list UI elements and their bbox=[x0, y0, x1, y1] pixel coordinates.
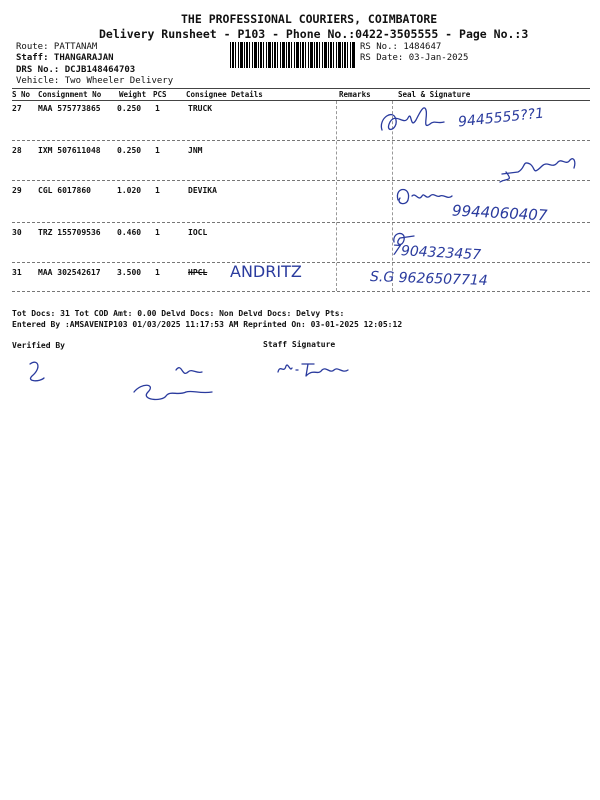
header-rule-top bbox=[12, 88, 590, 89]
cell-consignment: MAA 302542617 bbox=[38, 268, 101, 277]
cell-consignee: DEVIKA bbox=[188, 186, 217, 195]
verified-signature bbox=[16, 352, 236, 412]
cell-weight: 0.250 bbox=[117, 146, 142, 155]
table-row bbox=[0, 104, 336, 116]
col-consignee: Consignee Details bbox=[186, 90, 263, 99]
cell-sno: 27 bbox=[12, 104, 22, 113]
cell-pcs: 1 bbox=[155, 268, 160, 277]
header-rule-bottom bbox=[12, 100, 590, 101]
totals-line: Tot Docs: 31 Tot COD Amt: 0.00 Delvd Docs: Non Delvd Docs: Delvy Pts: bbox=[12, 309, 345, 318]
handwritten-phone-row27: 9445555??1 bbox=[457, 105, 545, 131]
cell-weight: 1.020 bbox=[117, 186, 142, 195]
staff-signature bbox=[274, 358, 364, 382]
cell-weight: 0.250 bbox=[117, 104, 142, 113]
col-seal-signature: Seal & Signature bbox=[398, 90, 471, 99]
cell-consignee: JNM bbox=[188, 146, 203, 155]
rs-date: RS Date: 03-Jan-2025 bbox=[360, 53, 469, 63]
cell-weight: 0.460 bbox=[117, 228, 142, 237]
drs-label: DRS No.: DCJB148464703 bbox=[16, 65, 136, 75]
cell-pcs: 1 bbox=[155, 104, 160, 113]
cell-pcs: 1 bbox=[155, 146, 160, 155]
row-divider bbox=[12, 291, 590, 292]
cell-consignee: IOCL bbox=[188, 228, 208, 237]
staff-label: Staff: THANGARAJAN bbox=[16, 53, 114, 63]
signature-row27 bbox=[374, 100, 464, 140]
cell-consignment: IXM 507611048 bbox=[38, 146, 101, 155]
col-sno: S No bbox=[12, 90, 31, 99]
handwritten-name-row31: ANDRITZ bbox=[230, 262, 302, 281]
table-row bbox=[0, 228, 336, 240]
col-weight: Weight bbox=[119, 90, 147, 99]
col-pcs: PCS bbox=[153, 90, 167, 99]
cell-pcs: 1 bbox=[155, 186, 160, 195]
cell-sno: 30 bbox=[12, 228, 22, 237]
cell-sno: 29 bbox=[12, 186, 22, 195]
cell-pcs: 1 bbox=[155, 228, 160, 237]
document-title: THE PROFESSIONAL COURIERS, COIMBATORE bbox=[181, 12, 438, 26]
entered-by-line: Entered By :AMSAVENIP103 01/03/2025 11:17:53 AM Reprinted On: 03-01-2025 12:05:12 bbox=[12, 320, 403, 329]
barcode bbox=[230, 42, 356, 68]
col-remarks: Remarks bbox=[339, 90, 371, 99]
cell-consignee: TRUCK bbox=[188, 104, 213, 113]
cell-consignment: TRZ 155709536 bbox=[38, 228, 101, 237]
cell-weight: 3.500 bbox=[117, 268, 142, 277]
cell-consignment: CGL 6017860 bbox=[38, 186, 91, 195]
vehicle-label: Vehicle: Two Wheeler Delivery bbox=[16, 76, 174, 86]
staff-signature-label: Staff Signature bbox=[263, 340, 336, 349]
table-row bbox=[0, 186, 336, 198]
cell-sno: 28 bbox=[12, 146, 22, 155]
cell-sno: 31 bbox=[12, 268, 22, 277]
route-label: Route: PATTANAM bbox=[16, 42, 98, 52]
handwritten-phone-row30: 7904323457 bbox=[391, 242, 482, 264]
verified-by-label: Verified By bbox=[12, 341, 65, 350]
col-consignment: Consignment No bbox=[38, 90, 102, 99]
row-divider bbox=[12, 140, 590, 141]
cell-consignee: HPCL bbox=[188, 268, 208, 277]
signature-row28 bbox=[496, 152, 586, 188]
handwritten-sign-row31: S.G 9626507714 bbox=[369, 268, 488, 290]
cell-consignment: MAA 575773865 bbox=[38, 104, 101, 113]
rs-number: RS No.: 1484647 bbox=[360, 42, 442, 52]
handwritten-phone-row29: 9944060407 bbox=[451, 201, 548, 225]
document-subtitle: Delivery Runsheet - P103 - Phone No.:0422-3505555 - Page No.:3 bbox=[99, 27, 529, 41]
table-row bbox=[0, 146, 336, 158]
